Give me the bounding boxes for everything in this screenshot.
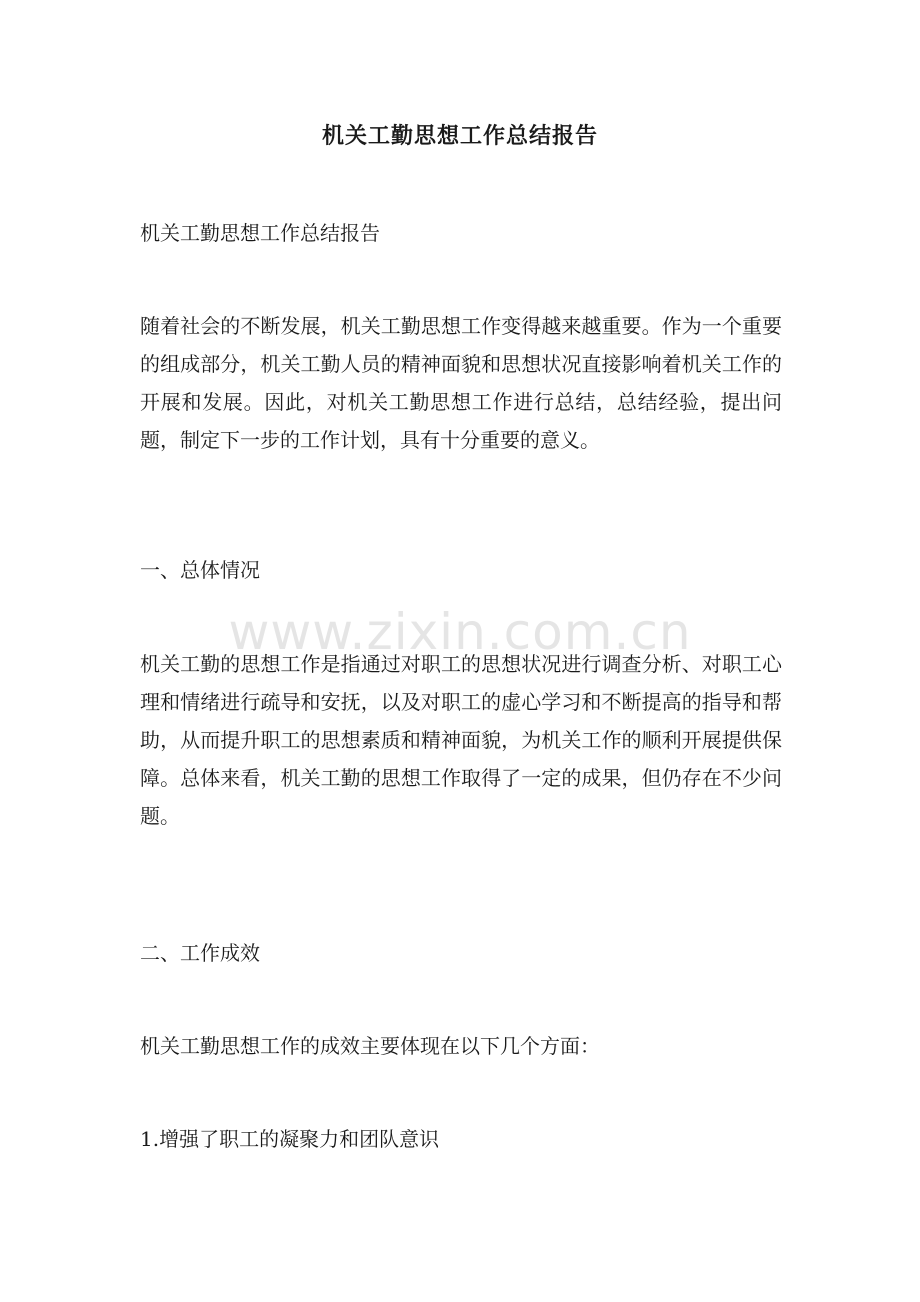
section-heading-results: 二、工作成效 <box>140 941 260 965</box>
list-item-1: 1.增强了职工的凝聚力和团队意识 <box>140 1127 440 1151</box>
results-paragraph: 机关工勤思想工作的成效主要体现在以下几个方面： <box>140 1034 600 1058</box>
overview-paragraph: 机关工勤的思想工作是指通过对职工的思想状况进行调查分析、对职工心理和情绪进行疏导和安抚，以及对职工的虚心学习和不断提高的指导和帮助，从而提升职工的思想素质和精神面貌，为机关工作的顺利开展提供保障。总体来看，机关工勤的思想工作取得了一定的成果，但仍存在不少问题。 <box>140 652 782 828</box>
document-title: 机关工勤思想工作总结报告 <box>321 123 598 149</box>
section-heading-overview: 一、总体情况 <box>140 558 260 582</box>
watermark: www.zixin.com.cn <box>228 603 692 661</box>
intro-paragraph: 随着社会的不断发展，机关工勤思想工作变得越来越重要。作为一个重要的组成部分，机关工勤人员的精神面貌和思想状况直接影响着机关工作的开展和发展。因此，对机关工勤思想工作进行总结，总结经验，提出问题，制定下一步的工作计划，具有十分重要的意义。 <box>140 314 782 452</box>
document-subtitle: 机关工勤思想工作总结报告 <box>140 221 380 245</box>
